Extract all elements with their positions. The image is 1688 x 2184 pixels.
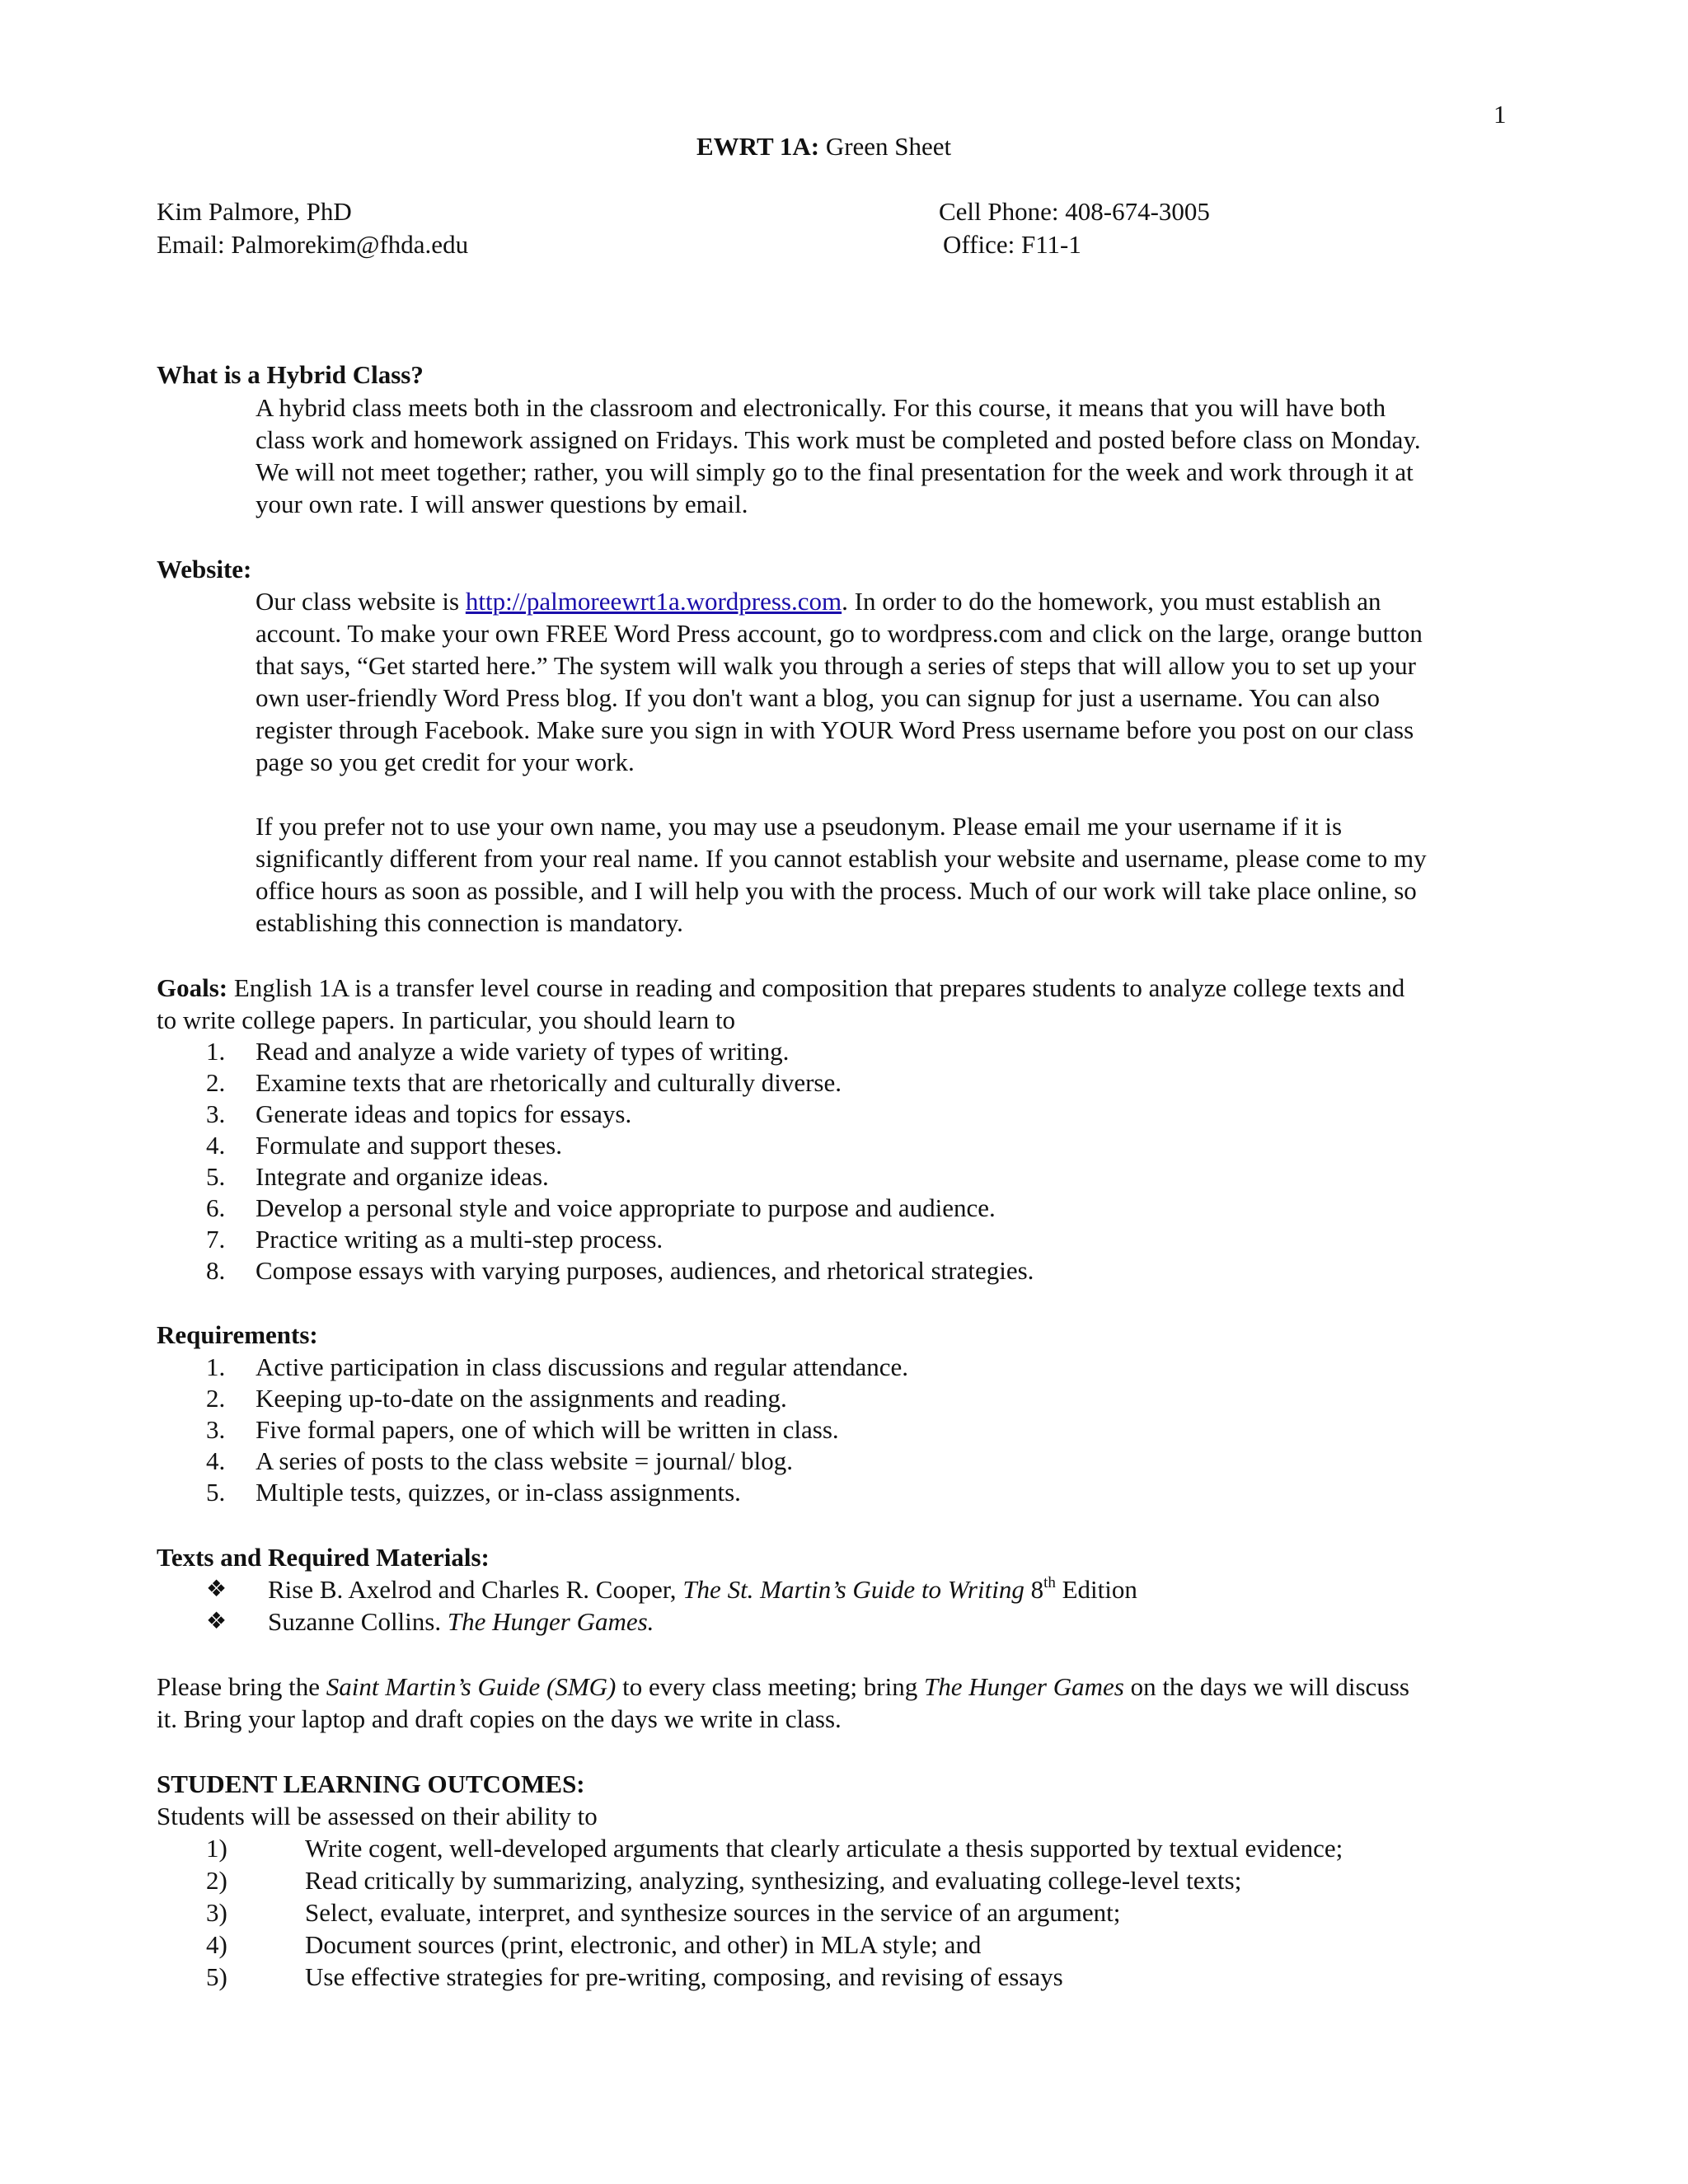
hybrid-heading: What is a Hybrid Class? <box>157 360 424 389</box>
bring-part-1: Please bring the <box>157 1672 326 1701</box>
goal-number: 8. <box>206 1256 226 1285</box>
hybrid-line-4: your own rate. I will answer questions by email. <box>256 490 748 518</box>
website-link[interactable]: http://palmoreewrt1a.wordpress.com <box>465 587 842 616</box>
page-number: 1 <box>1493 100 1507 129</box>
outcomes-heading: STUDENT LEARNING OUTCOMES: <box>157 1769 585 1798</box>
diamond-bullet-icon: ❖ <box>206 1609 227 1634</box>
title-name: Green Sheet <box>825 132 952 161</box>
requirement-number: 4. <box>206 1446 226 1475</box>
goals-intro-line-1 <box>157 972 1404 1004</box>
smg-edition-number: 8 <box>1024 1575 1044 1604</box>
text-item-smg <box>268 1574 1137 1605</box>
bring-line-1 <box>157 1671 1409 1703</box>
bring-part-3: on the days we will discuss <box>1123 1672 1409 1701</box>
requirement-number: 2. <box>206 1384 226 1413</box>
goal-item: Compose essays with varying purposes, audiences, and rhetorical strategies. <box>256 1256 1034 1285</box>
requirement-number: 5. <box>206 1478 226 1507</box>
texts-heading: Texts and Required Materials: <box>157 1543 490 1572</box>
goal-number: 6. <box>206 1193 226 1222</box>
website-line-5: register through Facebook. Make sure you sign in with YOUR Word Press username before you post on our class <box>256 715 1414 744</box>
requirement-item: Keeping up-to-date on the assignments and reading. <box>256 1384 787 1413</box>
goals-heading: Goals: <box>157 973 228 1002</box>
website-line-2: account. To make your own FREE Word Press account, go to wordpress.com and click on the large, orange button <box>256 619 1423 648</box>
requirement-number: 3. <box>206 1415 226 1444</box>
website-line-3: that says, “Get started here.” The system will walk you through a series of steps that will allow you to set up your <box>256 651 1416 680</box>
goal-item: Practice writing as a multi-step process. <box>256 1225 663 1254</box>
diamond-bullet-icon: ❖ <box>206 1577 227 1602</box>
goals-intro-line-2: to write college papers. In particular, you should learn to <box>157 1005 736 1034</box>
outcome-number: 1) <box>206 1834 227 1863</box>
requirement-number: 1. <box>206 1352 226 1381</box>
goal-item: Integrate and organize ideas. <box>256 1162 549 1191</box>
instructor-office: Office: F11-1 <box>943 230 1081 259</box>
pseudonym-line-3: office hours as soon as possible, and I will help you with the process. Much of our work will take place online, so <box>256 876 1417 905</box>
smg-edition: Edition <box>1055 1575 1137 1604</box>
outcomes-intro: Students will be assessed on their ability to <box>157 1802 598 1830</box>
outcome-number: 2) <box>206 1866 227 1895</box>
bring-part-2: to every class meeting; bring <box>616 1672 924 1701</box>
requirement-item: Five formal papers, one of which will be written in class. <box>256 1415 839 1444</box>
bring-smg: Saint Martin’s Guide (SMG) <box>326 1672 617 1701</box>
website-intro: Our class website is <box>256 587 466 616</box>
website-heading: Website: <box>157 555 252 583</box>
outcome-item: Use effective strategies for pre-writing, composing, and revising of essays <box>305 1962 1063 1991</box>
website-after-url: . In order to do the homework, you must establish an <box>842 587 1381 616</box>
outcome-item: Read critically by summarizing, analyzing, synthesizing, and evaluating college-level texts; <box>305 1866 1242 1895</box>
hybrid-line-2: class work and homework assigned on Fridays. This work must be completed and posted before class on Monday. <box>256 425 1421 454</box>
smg-title: The St. Martin’s Guide to Writing <box>682 1575 1025 1604</box>
goals-intro-text: English 1A is a transfer level course in reading and composition that prepares students to analyze college texts and <box>227 973 1405 1002</box>
website-line-6: page so you get credit for your work. <box>256 748 635 776</box>
hybrid-line-3: We will not meet together; rather, you will simply go to the final presentation for the week and work through it at <box>256 457 1414 486</box>
bring-line-2: it. Bring your laptop and draft copies on the days we write in class. <box>157 1704 842 1733</box>
pseudonym-line-1: If you prefer not to use your own name, you may use a pseudonym. Please email me your username if it is <box>256 812 1343 841</box>
goal-item: Generate ideas and topics for essays. <box>256 1099 632 1128</box>
website-line-1 <box>256 586 1381 617</box>
pseudonym-line-4: establishing this connection is mandatory. <box>256 908 683 937</box>
requirements-heading: Requirements: <box>157 1320 318 1349</box>
outcome-number: 3) <box>206 1898 227 1927</box>
instructor-name: Kim Palmore, PhD <box>157 197 352 226</box>
pseudonym-line-2: significantly different from your real name. If you cannot establish your website and username, please come to my <box>256 844 1427 873</box>
website-line-4: own user-friendly Word Press blog. If you don't want a blog, you can signup for just a username. You can also <box>256 683 1380 712</box>
instructor-phone: Cell Phone: 408-674-3005 <box>939 197 1210 226</box>
instructor-email: Email: Palmorekim@fhda.edu <box>157 230 469 259</box>
requirement-item: Multiple tests, quizzes, or in-class assignments. <box>256 1478 741 1507</box>
goal-item: Examine texts that are rhetorically and culturally diverse. <box>256 1068 842 1097</box>
outcome-number: 5) <box>206 1962 227 1991</box>
goal-number: 4. <box>206 1131 226 1160</box>
outcome-item: Select, evaluate, interpret, and synthesize sources in the service of an argument; <box>305 1898 1121 1927</box>
goal-number: 2. <box>206 1068 226 1097</box>
hybrid-line-1: A hybrid class meets both in the classroom and electronically. For this course, it means that you will have both <box>256 393 1386 422</box>
bring-hg: The Hunger Games <box>924 1672 1124 1701</box>
goal-number: 1. <box>206 1037 226 1066</box>
goal-number: 3. <box>206 1099 226 1128</box>
requirement-item: A series of posts to the class website = journal/ blog. <box>256 1446 794 1475</box>
goal-item: Develop a personal style and voice appropriate to purpose and audience. <box>256 1193 996 1222</box>
goal-item: Formulate and support theses. <box>256 1131 562 1160</box>
outcome-item: Document sources (print, electronic, and other) in MLA style; and <box>305 1930 982 1959</box>
goal-number: 7. <box>206 1225 226 1254</box>
smg-edition-suffix: th <box>1043 1573 1056 1591</box>
goal-number: 5. <box>206 1162 226 1191</box>
outcome-number: 4) <box>206 1930 227 1959</box>
goal-item: Read and analyze a wide variety of types of writing. <box>256 1037 790 1066</box>
outcome-item: Write cogent, well-developed arguments that clearly articulate a thesis supported by textual evidence; <box>305 1834 1343 1863</box>
smg-authors: Rise B. Axelrod and Charles R. Cooper, <box>268 1575 683 1604</box>
page-title <box>696 131 951 162</box>
text-item-hunger-games <box>268 1606 654 1638</box>
hg-author: Suzanne Collins. <box>268 1607 448 1636</box>
hg-title: The Hunger Games. <box>447 1607 654 1636</box>
requirement-item: Active participation in class discussions and regular attendance. <box>256 1352 908 1381</box>
title-course: EWRT 1A: <box>696 132 820 161</box>
